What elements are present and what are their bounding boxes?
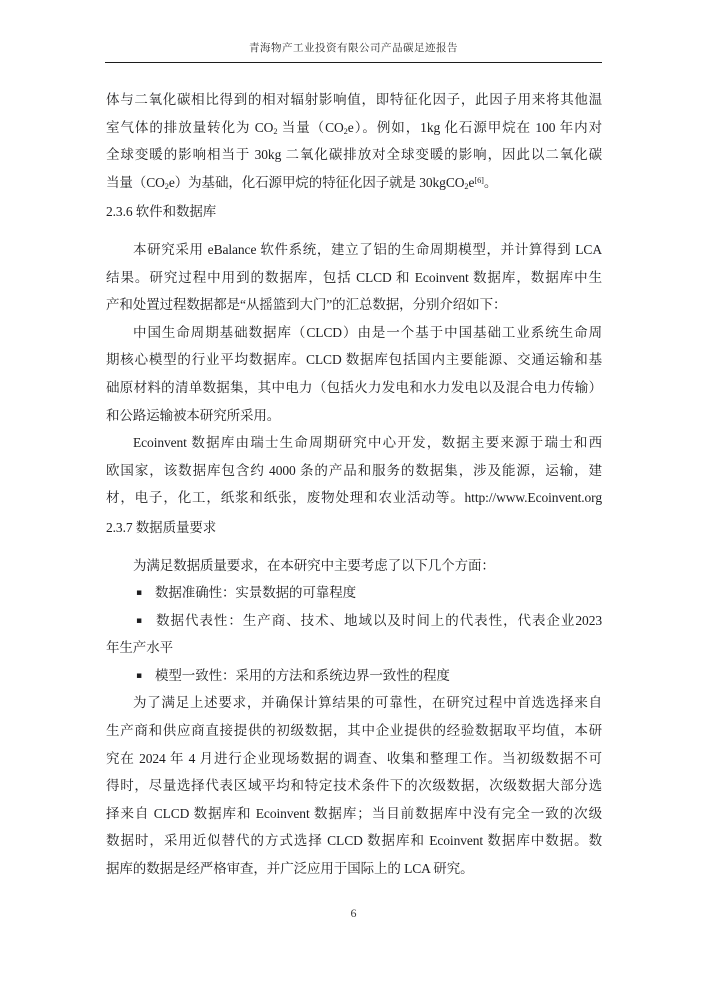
body-line: 数据时，采用近似替代的方式选择 CLCD 数据库和 Ecoinvent 数据库中数据。数 xyxy=(106,833,602,849)
bullet-icon: ▪ xyxy=(136,588,142,599)
paragraph xyxy=(106,552,602,580)
paragraph xyxy=(106,236,602,319)
body-line: 为满足数据质量要求，在本研究中主要考虑了以下几个方面： xyxy=(133,557,495,573)
body-line: ▪ 数据准确性：实景数据的可靠程度 xyxy=(106,579,602,607)
body-line: 为了满足上述要求，并确保计算结果的可靠性，在研究过程中首选选择来自 xyxy=(133,695,602,711)
page-header-title: 青海物产工业投资有限公司产品碳足迹报告 xyxy=(249,43,458,54)
body-line: 期核心模型的行业平均数据库。CLCD 数据库包括国内主要能源、交通运输和基 xyxy=(106,352,602,368)
body-line: 中国生命周期基础数据库（CLCD）由是一个基于中国基础工业系统生命周 xyxy=(133,324,602,340)
section-heading xyxy=(106,198,602,226)
body-line: 全球变暖的影响相当于 30kg 二氧化碳排放对全球变暖的影响，因此以二氧化碳 xyxy=(106,147,602,163)
body-line: Ecoinvent 数据库由瑞士生命周期研究中心开发，数据主要来源于瑞士和西 xyxy=(133,435,602,451)
paragraph xyxy=(106,429,602,512)
body-line: 和公路运输被本研究所采用。 xyxy=(106,407,281,423)
body-line: 欧国家，该数据库包含约 4000 条的产品和服务的数据集，涉及能源，运输，建 xyxy=(106,462,602,478)
bullet-item xyxy=(106,607,602,662)
body-line: ▪ 数据代表性：生产商、技术、地域以及时间上的代表性，代表企业2023 xyxy=(106,607,602,635)
bullet-item xyxy=(106,662,602,690)
body-line: 材，电子，化工，纸浆和纸张，废物处理和农业活动等。http://www.Ecoinvent.org xyxy=(106,490,602,506)
bullet-icon: ▪ xyxy=(136,670,142,681)
body-line: 择来自 CLCD 数据库和 Ecoinvent 数据库；当目前数据库中没有完全一致的次级 xyxy=(106,805,602,821)
body-line: 体与二氧化碳相比得到的相对辐射影响值，即特征化因子，此因子用来将其他温 xyxy=(106,92,602,107)
body-line: 据库的数据是经严格审查，并广泛应用于国际上的 LCA 研究。 xyxy=(106,861,474,877)
body-line: 本研究采用 eBalance 软件系统，建立了铝的生命周期模型，并计算得到 LCA xyxy=(133,241,602,257)
body-line: 究在 2024 年 4 月进行企业现场数据的调查、收集和整理工作。当初级数据不可 xyxy=(106,750,602,766)
body-line: ▪ 模型一致性：采用的方法和系统边界一致性的程度 xyxy=(106,662,602,690)
body-line: 室气体的排放量转化为 $CO_2$ 当量$(CO_2e)$。例如，1kg 化石源甲烷在 100 年内对 xyxy=(106,119,602,136)
section-heading xyxy=(106,514,602,542)
body-line: 年生产水平 xyxy=(106,640,173,656)
body-line: 得时，尽量选择代表区域平均和特定技术条件下的次级数据，次级数据大部分选 xyxy=(106,778,602,794)
body-line: 结果。研究过程中用到的数据库，包括 CLCD 和 Ecoinvent 数据库，数据库中生 xyxy=(106,269,602,285)
body-line: 础原材料的清单数据集，其中电力（包括火力发电和水力发电以及混合电力传输） xyxy=(106,379,602,395)
heading-text: 2.3.6 软件和数据库 xyxy=(106,204,217,220)
document-body xyxy=(106,86,602,883)
bullet-item xyxy=(106,579,602,607)
bullet-icon: ▪ xyxy=(136,615,142,626)
body-line: 产和处置过程数据都是“从摇篮到大门”的汇总数据，分别介绍如下： xyxy=(106,297,507,313)
heading-text: 2.3.7 数据质量要求 xyxy=(106,519,217,535)
body-line: 当量$(CO_2e)$为基础，化石源甲烷的特征化因子就是 30kgCO$_2$e[6]。 xyxy=(106,174,498,191)
body-line: 生产商和供应商直接提供的初级数据，其中企业提供的经验数据取平均值，本研 xyxy=(106,723,602,739)
paragraph xyxy=(106,689,602,882)
header-rule xyxy=(105,62,602,63)
paragraph xyxy=(106,86,602,196)
paragraph xyxy=(106,319,602,429)
page-number: 6 xyxy=(350,906,357,920)
